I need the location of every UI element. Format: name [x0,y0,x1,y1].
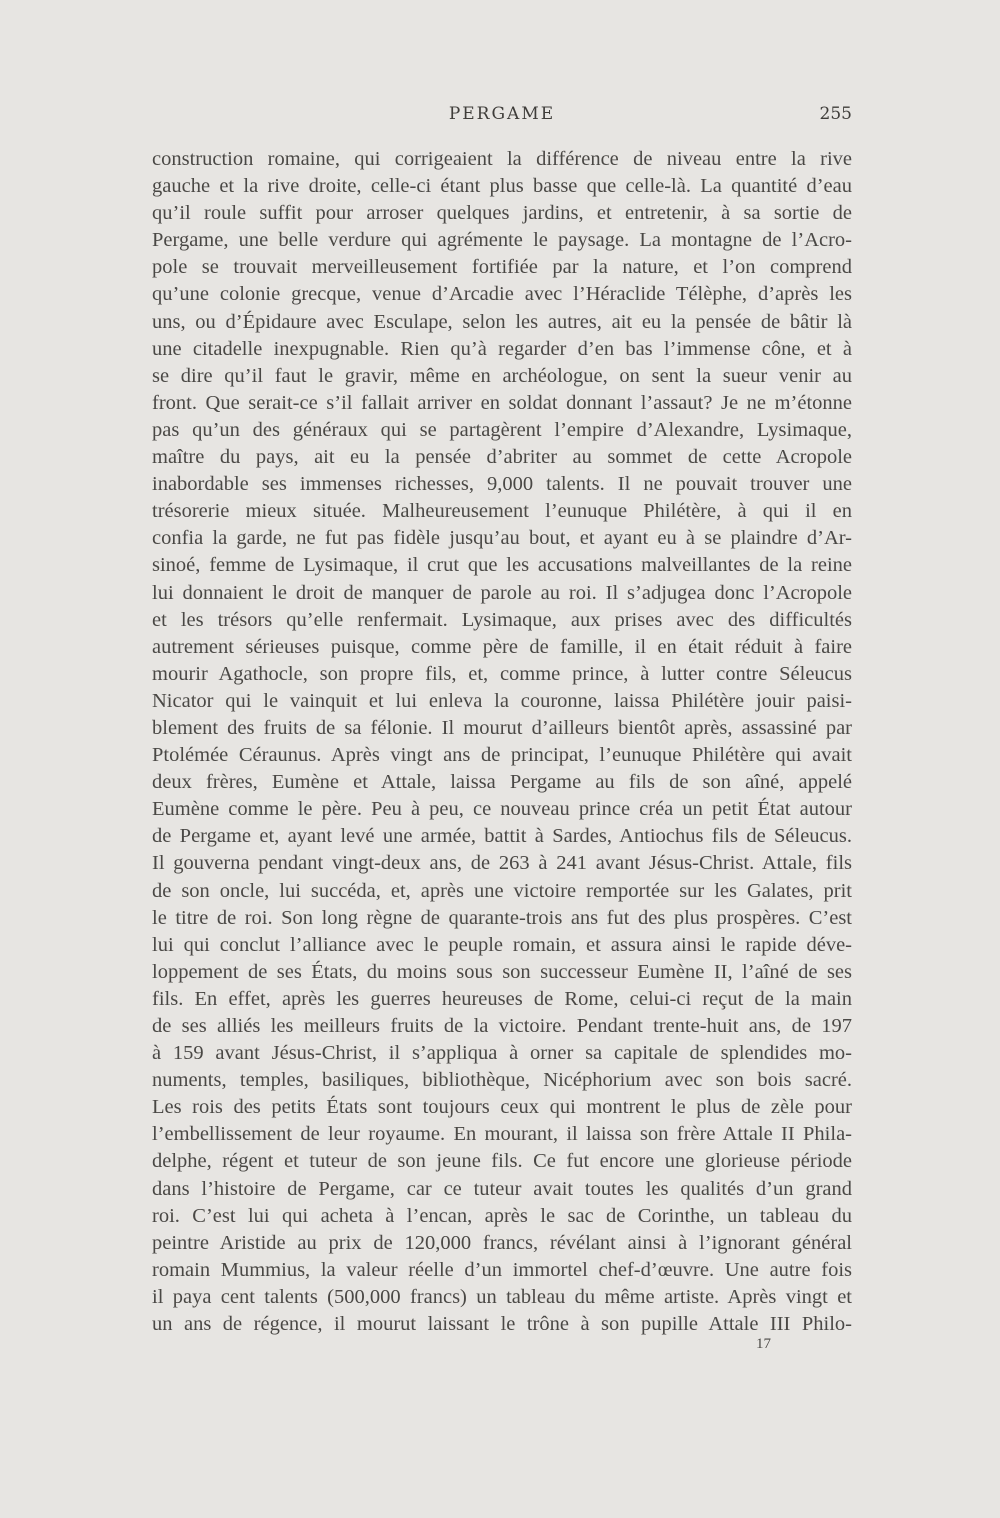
signature-mark: 17 [756,1336,771,1352]
text-line: loppement de ses États, du moins sous son successeur Eumène II, l’aîné de ses [152,960,852,983]
text-line: Eumène comme le père. Peu à peu, ce nouveau prince créa un petit État autour [152,798,852,821]
text-line: de son oncle, lui succéda, et, après une victoire remportée sur les Galates, prit [152,879,852,902]
text-line: Pergame, une belle verdure qui agrémente le paysage. La montagne de l’Acro- [152,229,852,252]
text-line: Les rois des petits États sont toujours ceux qui montrent le plus de zèle pour [152,1096,852,1119]
text-line: lui donnaient le droit de manquer de parole au roi. Il s’adjugea donc l’Acropole [152,581,852,604]
running-title: PERGAME [448,104,556,124]
text-line: lui qui conclut l’alliance avec le peuple romain, et assura ainsi le rapide déve- [152,933,852,956]
text-line: Nicator qui le vainquit et lui enleva la couronne, laissa Philétère jouir paisi- [152,689,852,712]
text-line: gauche et la rive droite, celle-ci étant plus basse que celle-là. La quantité d’eau [152,175,852,198]
text-line: Ptolémée Céraunus. Après vingt ans de principat, l’eunuque Philétère qui avait [152,744,852,767]
text-line: autrement sérieuses puisque, comme père de famille, il en était réduit à faire [152,635,852,658]
text-line: pas qu’un des généraux qui se partagèrent l’empire d’Alexandre, Lysimaque, [152,418,852,441]
running-head [152,104,852,130]
text-line: fils. En effet, après les guerres heureuses de Rome, celui-ci reçut de la main [152,987,852,1010]
text-line: numents, temples, basiliques, bibliothèque, Nicéphorium avec son bois sacré. [152,1069,852,1092]
text-line: peintre Aristide au prix de 120,000 francs, révélant ainsi à l’ignorant général [152,1231,852,1254]
text-line: sinoé, femme de Lysimaque, il crut que les accusations malveillantes de la reine [152,554,852,577]
text-line: maître du pays, ait eu la pensée d’abriter au sommet de cette Acropole [152,446,852,469]
text-line: deux frères, Eumène et Attale, laissa Pergame au fils de son aîné, appelé [152,771,852,794]
text-line: romain Mummius, la valeur réelle d’un immortel chef-d’œuvre. Une autre fois [152,1258,852,1281]
text-line: uns, ou d’Épidaure avec Esculape, selon les autres, ait eu la pensée de bâtir là [152,310,852,333]
body-text [152,146,852,1338]
text-line: front. Que serait-ce s’il fallait arriver en soldat donnant l’assaut? Je ne m’étonne [152,391,852,414]
text-line: blement des fruits de sa félonie. Il mourut d’ailleurs bientôt après, assassiné par [152,716,852,739]
text-line: dans l’histoire de Pergame, car ce tuteur avait toutes les qualités d’un grand [152,1177,852,1200]
text-line: confia la garde, ne fut pas fidèle jusqu’au bout, et ayant eu à se plaindre d’Ar- [152,527,852,550]
text-line: trésorerie mieux située. Malheureusement l’eunuque Philétère, à qui il en [152,500,852,523]
text-line: de ses alliés les meilleurs fruits de la victoire. Pendant trente-huit ans, de 197 [152,1015,852,1037]
text-line: pole se trouvait merveilleusement fortifiée par la nature, et l’on comprend [152,256,852,279]
text-line: une citadelle inexpugnable. Rien qu’à regarder d’en bas l’immense cône, et à [152,337,852,360]
text-line: mourir Agathocle, son propre fils, et, comme prince, à lutter contre Séleucus [152,662,852,685]
text-line: de Pergame et, ayant levé une armée, battit à Sardes, Antiochus fils de Séleucus. [152,825,852,848]
text-line: delphe, régent et tuteur de son jeune fils. Ce fut encore une glorieuse période [152,1150,852,1173]
text-line: le titre de roi. Son long règne de quarante-trois ans fut des plus prospères. C’est [152,906,852,929]
text-line: qu’une colonie grecque, venue d’Arcadie avec l’Héraclide Télèphe, d’après les [152,283,852,306]
text-line: l’embellissement de leur royaume. En mourant, il laissa son frère Attale II Phila- [152,1123,852,1146]
text-line: à 159 avant Jésus-Christ, il s’appliqua à orner sa capitale de splendides mo- [152,1042,852,1065]
text-line: roi. C’est lui qui acheta à l’encan, après le sac de Corinthe, un tableau du [152,1204,852,1227]
text-line: construction romaine, qui corrigeaient la différence de niveau entre la rive [152,148,852,170]
text-line: et les trésors qu’elle renfermait. Lysimaque, aux prises avec des difficultés [152,608,852,631]
page-number: 255 [819,104,852,124]
text-line: qu’il roule suffit pour arroser quelques jardins, et entretenir, à sa sortie de [152,202,852,225]
text-line: Il gouverna pendant vingt-deux ans, de 263 à 241 avant Jésus-Christ. Attale, fils [152,852,852,875]
text-line: un ans de régence, il mourut laissant le trône à son pupille Attale III Philo- [152,1313,852,1336]
text-line: inabordable ses immenses richesses, 9,000 talents. Il ne pouvait trouver une [152,473,852,496]
text-line: se dire qu’il faut le gravir, même en archéologue, on sent la sueur venir au [152,364,852,387]
text-line: il paya cent talents (500,000 francs) un tableau du même artiste. Après vingt et [152,1285,852,1308]
